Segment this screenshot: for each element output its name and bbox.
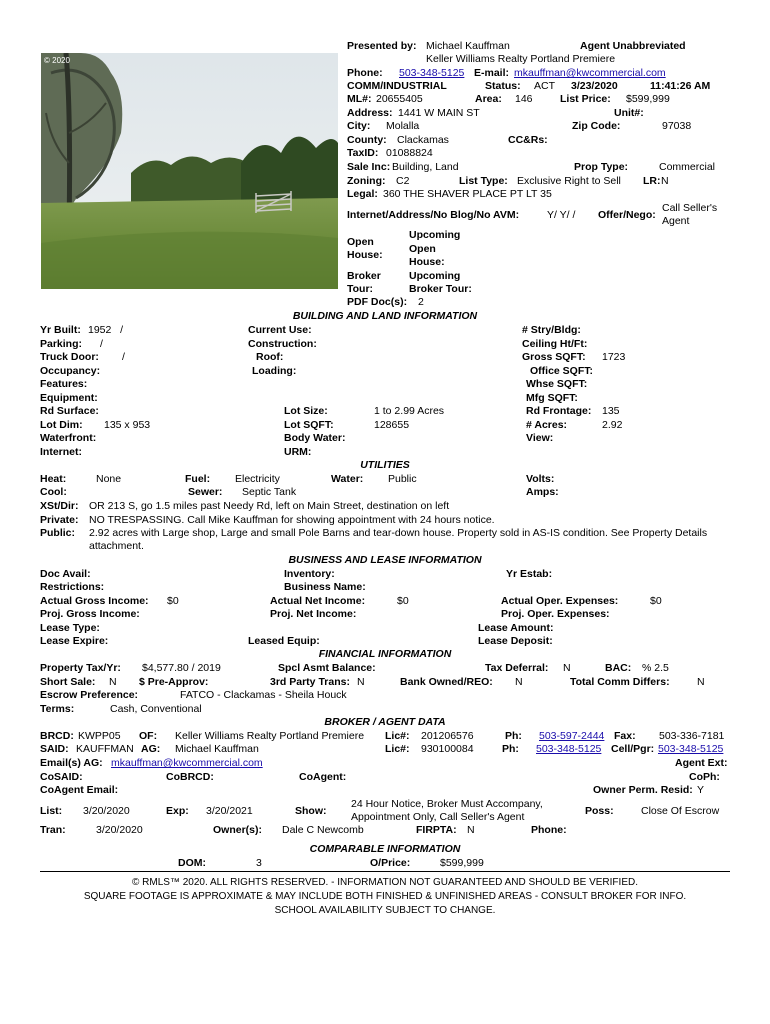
building-section-title: BUILDING AND LAND INFORMATION [292, 310, 478, 322]
fax-value: 503-336-7181 [659, 730, 725, 742]
pdf-value: 2 [418, 296, 424, 308]
internet-label: Internet: [40, 446, 82, 458]
broker-tour-label-1: Broker [347, 270, 381, 282]
oprice-value: $599,999 [440, 857, 484, 869]
list-type-label: List Type: [459, 175, 508, 187]
poss-value: Close Of Escrow [641, 805, 720, 817]
firpta-value: N [467, 824, 475, 836]
proj-gross-income-label: Proj. Gross Income: [40, 608, 140, 620]
restrictions-label: Restrictions: [40, 581, 105, 593]
lease-expire-label: Lease Expire: [40, 635, 109, 647]
private-remarks-value: NO TRESPASSING. Call Mike Kauffman for showing appointment with 24 hours notice. [89, 514, 495, 526]
coagent-label: CoAgent: [299, 771, 347, 783]
heat-value: None [96, 473, 122, 485]
ag-value: Michael Kauffman [175, 743, 259, 755]
lr-label: LR: [643, 175, 661, 187]
lot-size-label: Lot Size: [284, 405, 328, 417]
footer-line-3: SCHOOL AVAILABILITY SUBJECT TO CHANGE. [274, 905, 496, 916]
zoning-value: C2 [396, 175, 410, 187]
lease-amount-label: Lease Amount: [478, 622, 554, 634]
ccrs-label: CC&Rs: [508, 134, 548, 146]
broker-section-title: BROKER / AGENT DATA [324, 716, 446, 728]
comparable-section-title: COMPARABLE INFORMATION [309, 843, 461, 855]
show-label: Show: [295, 805, 327, 817]
owner-perm-value: Y [697, 784, 705, 796]
occupancy-label: Occupancy: [40, 365, 101, 377]
current-use-label: Current Use: [248, 324, 312, 336]
lot-dim-value: 135 x 953 [104, 419, 151, 431]
features-label: Features: [40, 378, 88, 390]
acres-label: # Acres: [526, 419, 568, 431]
cell-label: Cell/Pgr: [611, 743, 655, 755]
utilities-section-title: UTILITIES [360, 459, 410, 471]
broker-tour-label-2: Tour: [347, 283, 374, 295]
status-time: 11:41:26 AM [650, 80, 711, 92]
truck-door-label: Truck Door: [40, 351, 99, 363]
exp-date-value: 3/20/2021 [206, 805, 253, 817]
stry-bldg-label: # Stry/Bldg: [522, 324, 581, 336]
list-price-value: $599,999 [626, 93, 670, 105]
acres-value: 2.92 [602, 419, 623, 431]
list-type-value: Exclusive Right to Sell [517, 175, 621, 187]
avm-value: Y/ Y/ / [547, 209, 576, 221]
property-photo-image [41, 53, 338, 289]
sale-inc-label: Sale Inc: [347, 161, 391, 173]
coagent-email-label: CoAgent Email: [40, 784, 119, 796]
zip-label: Zip Code: [572, 120, 621, 132]
show-value-line1: 24 Hour Notice, Broker Must Accompany, [351, 798, 543, 810]
show-value-line2: Appointment Only, Call Seller's Agent [351, 811, 525, 823]
ceiling-label: Ceiling Ht/Ft: [522, 338, 588, 350]
status-label: Status: [485, 80, 521, 92]
presented-by-label: Presented by: [347, 40, 417, 52]
email-ag-link[interactable]: mkauffman@kwcommercial.com [111, 757, 263, 769]
volts-label: Volts: [526, 473, 555, 485]
actual-oper-expenses-value: $0 [650, 595, 662, 607]
city-label: City: [347, 120, 371, 132]
avm-label: Internet/Address/No Blog/No AVM: [347, 209, 520, 221]
cell-link[interactable]: 503-348-5125 [658, 743, 724, 755]
yr-built-label: Yr Built: [40, 324, 81, 336]
cosaid-label: CoSAID: [40, 771, 83, 783]
business-name-label: Business Name: [284, 581, 366, 593]
owners-label: Owner(s): [213, 824, 263, 836]
county-value: Clackamas [397, 134, 449, 146]
terms-label: Terms: [40, 703, 75, 715]
lr-value: N [661, 175, 669, 187]
lease-deposit-label: Lease Deposit: [478, 635, 553, 647]
unit-label: Unit#: [614, 107, 644, 119]
footer-line-2: SQUARE FOOTAGE IS APPROXIMATE & MAY INCLUDE BOTH FINISHED & UNFINISHED AREAS - CONSULT BROKER FOR INFO. [83, 891, 687, 902]
agent-ext-label: Agent Ext: [675, 757, 728, 769]
spcl-asmt-label: Spcl Asmt Balance: [278, 662, 376, 674]
lic1-value: 201206576 [421, 730, 474, 742]
fax-label: Fax: [614, 730, 636, 742]
lot-dim-label: Lot Dim: [40, 419, 83, 431]
proj-oper-expenses-label: Proj. Oper. Expenses: [501, 608, 610, 620]
county-label: County: [347, 134, 387, 146]
city-value: Molalla [386, 120, 420, 132]
roof-label: Roof: [256, 351, 284, 363]
ph1-label: Ph: [505, 730, 522, 742]
taxid-value: 01088824 [386, 147, 433, 159]
dom-value: 3 [256, 857, 262, 869]
taxid-label: TaxID: [347, 147, 379, 159]
list-date-label: List: [40, 805, 63, 817]
list-price-label: List Price: [560, 93, 611, 105]
whse-sqft-label: Whse SQFT: [526, 378, 588, 390]
sewer-value: Septic Tank [242, 486, 297, 498]
water-value: Public [388, 473, 417, 485]
bank-owned-label: Bank Owned/REO: [400, 676, 493, 688]
of-label: OF: [139, 730, 158, 742]
gross-sqft-label: Gross SQFT: [522, 351, 586, 363]
lic2-value: 930100084 [421, 743, 474, 755]
third-party-label: 3rd Party Trans: [270, 676, 350, 688]
oprice-label: O/Price: [370, 857, 411, 869]
inventory-label: Inventory: [284, 568, 335, 580]
firpta-label: FIRPTA: [416, 824, 457, 836]
footer-divider [40, 871, 730, 872]
area-label: Area: [475, 93, 502, 105]
status-date: 3/23/2020 [571, 80, 618, 92]
zoning-label: Zoning: [347, 175, 386, 187]
bac-label: BAC: [605, 662, 632, 674]
parking-value: / [100, 338, 103, 350]
lease-type-label: Lease Type: [40, 622, 100, 634]
heat-label: Heat: [40, 473, 67, 485]
yr-built-value: 1952 / [88, 324, 124, 336]
open-house-value-3: House: [409, 256, 445, 268]
brcd-value: KWPP05 [78, 730, 121, 742]
doc-avail-label: Doc Avail: [40, 568, 91, 580]
open-house-label-1: Open [347, 236, 374, 248]
listing-type: COMM/INDUSTRIAL [347, 80, 447, 92]
address-label: Address: [347, 107, 393, 119]
xst-dir-value: OR 213 S, go 1.5 miles past Needy Rd, left on Main Street, destination on left [89, 500, 450, 512]
business-section-title: BUSINESS AND LEASE INFORMATION [288, 554, 482, 566]
loading-label: Loading: [252, 365, 297, 377]
escrow-value: FATCO - Clackamas - Sheila Houck [180, 689, 347, 701]
lot-sqft-label: Lot SQFT: [284, 419, 334, 431]
body-water-label: Body Water: [284, 432, 346, 444]
prop-type-value: Commercial [659, 161, 716, 173]
actual-gross-income-label: Actual Gross Income: [40, 595, 149, 607]
lic2-label: Lic#: [385, 743, 410, 755]
ml-label: ML#: [347, 93, 372, 105]
mfg-sqft-label: Mfg SQFT: [526, 392, 578, 404]
tran-label: Tran: [40, 824, 66, 836]
presented-by-value: Michael Kauffman [426, 40, 510, 52]
address-value: 1441 W MAIN ST [398, 107, 480, 119]
truck-door-value: / [122, 351, 125, 363]
fuel-value: Electricity [235, 473, 280, 485]
actual-net-income-label: Actual Net Income: [270, 595, 366, 607]
total-comm-label: Total Comm Differs: [570, 676, 670, 688]
dom-label: DOM: [178, 857, 206, 869]
amps-label: Amps: [526, 486, 559, 498]
lot-size-value: 1 to 2.99 Acres [374, 405, 445, 417]
ph1-link[interactable]: 503-597-2444 [539, 730, 605, 742]
lic1-label: Lic#: [385, 730, 410, 742]
waterfront-label: Waterfront: [40, 432, 97, 444]
photo-copyright: © 2020 [44, 56, 70, 65]
phone-link[interactable]: 503-348-5125 [399, 67, 465, 79]
open-house-value-2: Open [409, 243, 436, 255]
pdf-label: PDF Doc(s): [347, 296, 408, 308]
brcd-label: BRCD: [40, 730, 74, 742]
email-link[interactable]: mkauffman@kwcommercial.com [514, 67, 666, 79]
terms-value: Cash, Conventional [110, 703, 202, 715]
total-comm-value: N [697, 676, 705, 688]
sale-inc-value: Building, Land [392, 161, 459, 173]
said-value: KAUFFMAN [76, 743, 134, 755]
water-label: Water: [331, 473, 364, 485]
sewer-label: Sewer: [188, 486, 223, 498]
list-date-value: 3/20/2020 [83, 805, 130, 817]
property-photo [41, 53, 338, 289]
lot-sqft-value: 128655 [374, 419, 410, 431]
gross-sqft-value: 1723 [602, 351, 626, 363]
yr-estab-label: Yr Estab: [506, 568, 553, 580]
ph2-link[interactable]: 503-348-5125 [536, 743, 602, 755]
footer-line-1: © RMLS™ 2020. ALL RIGHTS RESERVED. - INFORMATION NOT GUARANTEED AND SHOULD BE VERIFIED. [132, 877, 638, 888]
pre-approv-label: $ Pre-Approv: [139, 676, 209, 688]
ph2-label: Ph: [502, 743, 519, 755]
short-sale-value: N [109, 676, 117, 688]
leased-equip-label: Leased Equip: [248, 635, 320, 647]
owner-perm-label: Owner Perm. Resid: [593, 784, 693, 796]
fuel-label: Fuel: [185, 473, 211, 485]
actual-gross-income-value: $0 [167, 595, 179, 607]
exp-date-label: Exp: [166, 805, 189, 817]
cobrcd-label: CoBRCD: [166, 771, 214, 783]
property-tax-value: $4,577.80 / 2019 [142, 662, 221, 674]
private-remarks-label: Private: [40, 514, 79, 526]
rd-surface-label: Rd Surface: [40, 405, 99, 417]
broker-tour-value-1: Upcoming [409, 270, 461, 282]
tax-deferral-value: N [563, 662, 571, 674]
actual-oper-expenses-label: Actual Oper. Expenses: [501, 595, 619, 607]
rd-frontage-value: 135 [602, 405, 620, 417]
actual-net-income-value: $0 [397, 595, 409, 607]
urm-label: URM: [284, 446, 312, 458]
area-value: 146 [515, 93, 533, 105]
ag-label: AG: [141, 743, 161, 755]
legal-label: Legal: [347, 188, 378, 200]
prop-type-label: Prop Type: [574, 161, 629, 173]
construction-label: Construction: [248, 338, 317, 350]
poss-label: Poss: [585, 805, 614, 817]
public-remarks-label: Public: [40, 527, 76, 539]
open-house-value-1: Upcoming [409, 229, 461, 241]
cool-label: Cool: [40, 486, 67, 498]
of-value: Keller Williams Realty Portland Premiere [175, 730, 365, 742]
third-party-value: N [357, 676, 365, 688]
escrow-label: Escrow Preference: [40, 689, 139, 701]
bac-value: % 2.5 [642, 662, 669, 674]
legal-value: 360 THE SHAVER PLACE PT LT 35 [383, 188, 552, 200]
said-label: SAID: [40, 743, 69, 755]
owners-value: Dale C Newcomb [282, 824, 364, 836]
coph-label: CoPh: [689, 771, 720, 783]
broker-tour-value-2: Broker Tour: [409, 283, 472, 295]
offer-value-line1: Call Seller's [662, 202, 718, 214]
public-remarks-value: 2.92 acres with Large shop, Large and small Pole Barns and tear-down house. Property sold in AS-IS condition. See Property Details attachment. [89, 527, 708, 552]
parking-label: Parking: [40, 338, 83, 350]
offer-value-line2: Agent [662, 215, 690, 227]
equipment-label: Equipment: [40, 392, 98, 404]
financial-section-title: FINANCIAL INFORMATION [318, 648, 452, 660]
open-house-label-2: House: [347, 249, 383, 261]
tax-deferral-label: Tax Deferral: [485, 662, 549, 674]
bank-owned-value: N [515, 676, 523, 688]
property-tax-label: Property Tax/Yr: [40, 662, 121, 674]
tran-value: 3/20/2020 [96, 824, 143, 836]
email-label: E-mail: [474, 67, 510, 79]
xst-dir-label: XSt/Dir: [40, 500, 79, 512]
office-sqft-label: Office SQFT: [530, 365, 594, 377]
email-ag-label: Email(s) AG: [40, 757, 103, 769]
zip-value: 97038 [662, 120, 692, 132]
ml-value: 20655405 [376, 93, 423, 105]
office-name: Keller Williams Realty Portland Premiere [426, 53, 616, 65]
view-label: View: [526, 432, 554, 444]
phone-label: Phone: [347, 67, 383, 79]
status-value: ACT [534, 80, 555, 92]
short-sale-label: Short Sale: [40, 676, 96, 688]
rd-frontage-label: Rd Frontage: [526, 405, 592, 417]
phone2-label: Phone: [531, 824, 567, 836]
agent-type: Agent Unabbreviated [580, 40, 686, 52]
proj-net-income-label: Proj. Net Income: [270, 608, 357, 620]
offer-label: Offer/Nego: [598, 209, 656, 221]
